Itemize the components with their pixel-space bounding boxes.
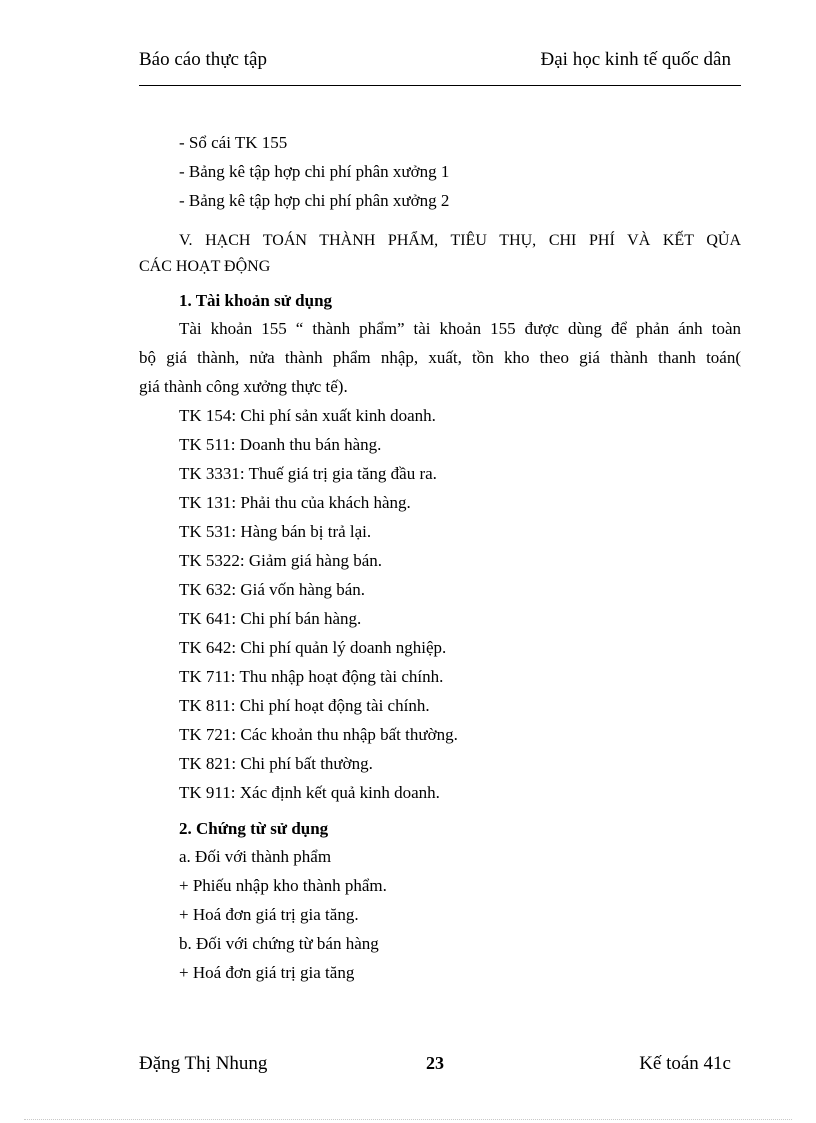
list-item: + Phiếu nhập kho thành phẩm. [179,876,387,895]
account-item: TK 154: Chi phí sản xuất kinh doanh. [179,406,436,425]
section-heading-line1: V. HẠCH TOÁN THÀNH PHẨM, TIÊU THỤ, CHI PHÍ VÀ KẾT QỦA [179,232,741,249]
list-item: b. Đối với chứng từ bán hàng [179,934,379,953]
page-bottom-border [24,1119,792,1120]
account-item: TK 5322: Giảm giá hàng bán. [179,551,383,570]
list-item: - Bảng kê tập hợp chi phí phân xưởng 1 [179,162,450,181]
list-item: + Hoá đơn giá trị gia tăng [179,963,355,982]
list-item: a. Đối với thành phẩm [179,847,332,866]
account-item: TK 821: Chi phí bất thường. [179,754,373,773]
account-item: TK 531: Hàng bán bị trả lại. [179,522,372,541]
header-divider [139,85,741,86]
account-item: TK 642: Chi phí quản lý doanh nghiệp. [179,638,447,657]
list-item: - Bảng kê tập hợp chi phí phân xưởng 2 [179,191,450,210]
paragraph-line: bộ giá thành, nửa thành phẩm nhập, xuất, tồn kho theo giá thành thanh toán( [139,348,741,367]
account-item: TK 632: Giá vốn hàng bán. [179,580,366,599]
page-number: 23 [426,1053,444,1073]
account-item: TK 131: Phải thu của khách hàng. [179,493,411,512]
section-heading-line2: CÁC HOẠT ĐỘNG [139,258,271,275]
account-item: TK 811: Chi phí hoạt động tài chính. [179,696,430,715]
header-right: Đại học kinh tế quốc dân [540,49,731,70]
subsection-title: 2. Chứng từ sử dụng [179,819,329,838]
header-left: Báo cáo thực tập [139,49,267,70]
subsection-title: 1. Tài khoản sử dụng [179,291,333,310]
account-item: TK 3331: Thuế giá trị gia tăng đầu ra. [179,464,437,483]
account-item: TK 911: Xác định kết quả kinh doanh. [179,783,440,802]
paragraph-line: giá thành công xưởng thực tế). [139,377,348,396]
footer-author: Đặng Thị Nhung [139,1053,268,1074]
list-item: + Hoá đơn giá trị gia tăng. [179,905,359,924]
account-item: TK 641: Chi phí bán hàng. [179,609,362,628]
account-item: TK 721: Các khoản thu nhập bất thường. [179,725,458,744]
list-item: - Sổ cái TK 155 [179,133,288,152]
paragraph-line: Tài khoản 155 “ thành phẩm” tài khoản 155 được dùng để phản ánh toàn [179,319,741,338]
account-item: TK 511: Doanh thu bán hàng. [179,435,382,454]
footer-class: Kế toán 41c [639,1053,731,1074]
account-item: TK 711: Thu nhập hoạt động tài chính. [179,667,444,686]
